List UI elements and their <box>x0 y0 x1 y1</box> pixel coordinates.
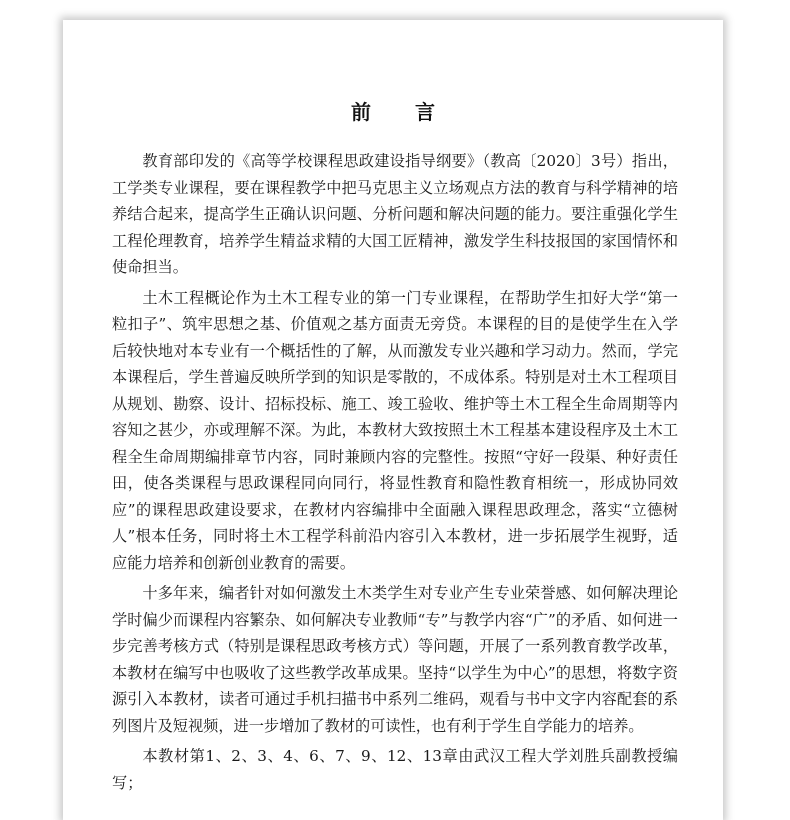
paragraph-3: 十多年来，编者针对如何激发土木类学生对专业产生专业荣誉感、如何解决理论学时偏少而课程内容繁杂、如何解决专业教师“专”与教学内容“广”的矛盾、如何进一步完善考核方式（特别是课程思政考核方式）等问题，开展了一系列教育教学改革，本教材在编写中也吸收了这些教学改革成果。坚持“以学生为中心”的思想，将数字资源引入本教材，读者可通过手机扫描书中系列二维码，观看与书中文字内容配套的系列图片及短视频，进一步增加了教材的可读性，也有利于学生自学能力的培养。 <box>112 584 678 735</box>
paragraph-2: 土木工程概论作为土木工程专业的第一门专业课程，在帮助学生扣好大学“第一粒扣子”、筑牢思想之基、价值观之基方面责无旁贷。本课程的目的是使学生在入学后较快地对本专业有一个概括性的了解，从而激发专业兴趣和学习动力。然而，学完本课程后，学生普遍反映所学到的知识是零散的，不成体系。特别是对土木工程项目从规划、勘察、设计、招标投标、施工、竣工验收、维护等土木工程全生命周期等内容知之甚少，亦或理解不深。为此，本教材大致按照土木工程基本建设程序及土木工程全生命周期编排章节内容，同时兼顾内容的完整性。按照“守好一段渠、种好责任田，使各类课程与思政课程同向同行，将显性教育和隐性教育相统一，形成协同效应”的课程思政建设要求，在教材内容编排中全面融入课程思政理念，落实“立德树人”根本任务，同时将土木工程学科前沿内容引入本教材，进一步拓展学生视野，适应能力培养和创新创业教育的需要。 <box>112 288 678 572</box>
title-char-2: 言 <box>415 100 435 124</box>
document-page <box>63 20 723 820</box>
paragraph-1: 教育部印发的《高等学校课程思政建设指导纲要》（教高〔2020〕3号）指出，工学类专业课程，要在课程教学中把马克思主义立场观点方法的教育与科学精神的培养结合起来，提高学生正确认识问题、分析问题和解决问题的能力。要注重强化学生工程伦理教育，培养学生精益求精的大国工匠精神，激发学生科技报国的家国情怀和使命担当。 <box>112 152 678 276</box>
paragraph-4: 本教材第1、2、3、4、6、7、9、12、13章由武汉工程大学刘胜兵副教授编写； <box>112 747 678 792</box>
page-title <box>63 96 723 125</box>
title-char-1: 前 <box>351 100 371 124</box>
preface-body <box>112 148 678 796</box>
